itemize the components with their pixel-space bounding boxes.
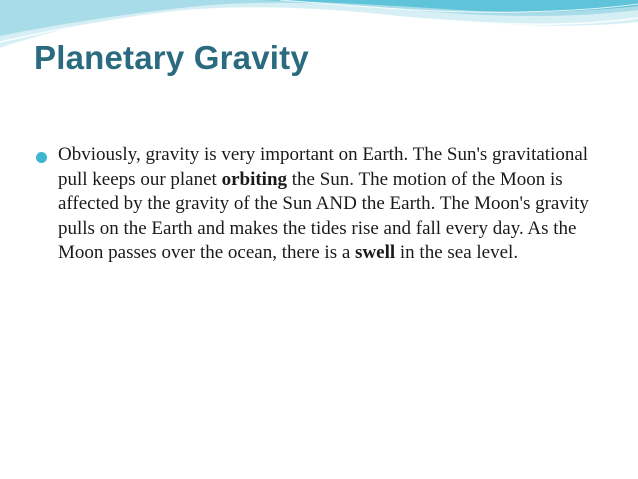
bullet-text	[58, 144, 589, 263]
bullet-text-segment: the Sun. The motion of the Moon is affected by the gravity of the Sun AND the Earth. The Moon's gravity pulls on the Earth and makes the tides rise and fall every day. As the Moon passes over the ocean, there is a	[58, 168, 589, 263]
bullet-item	[36, 143, 596, 266]
bullet-text-segment: in the sea level.	[395, 242, 519, 263]
bullet-text-bold-orbiting: orbiting	[221, 168, 288, 190]
slide-body	[36, 143, 596, 266]
bullet-dot-icon	[36, 152, 47, 163]
slide-title: Planetary Gravity	[34, 39, 309, 76]
bullet-text-segment: Obviously, gravity is very important on Earth. The Sun's gravitational pull keeps our planet	[58, 144, 589, 190]
bullet-text-bold-swell: swell	[355, 242, 396, 263]
